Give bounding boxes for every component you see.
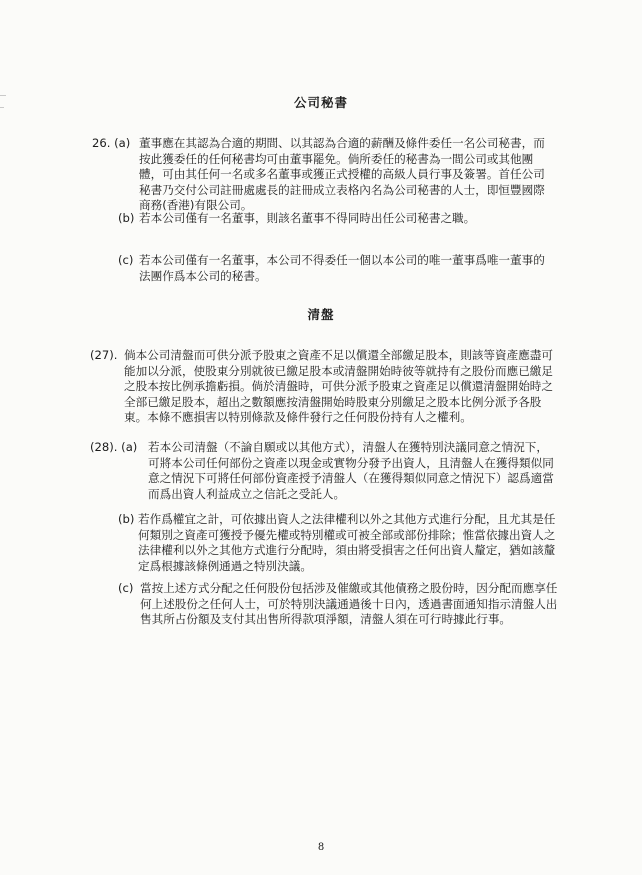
clause-26b-label: (b): [118, 211, 135, 225]
clause-26c-text: 若本公司僅有一名董事，本公司不得委任一個以本公司的唯一董事爲唯一董事的法團作爲本公司的秘書。: [139, 253, 545, 283]
clause-27-label: (27).: [90, 348, 118, 362]
clause-26a-text: 董事應在其認為合適的期間、以其認為合適的薪酬及條件委任一名公司秘書，而按此獲委任的任何秘書均可由董事罷免。倘所委任的秘書為一間公司或其他團體，可由其任何一名或多名董事或獲正式授權的高級人員行事及簽署。首任公司秘書乃交付公司註冊處處長的註冊成立表格內名為公司秘書的人士，即恒豐國際商務(香港)有限公司。: [139, 136, 545, 213]
clause-26b-text: 若本公司僅有一名董事，則該名董事不得同時出任公司秘書之職。: [139, 211, 476, 225]
clause-26c-label: (c): [118, 253, 134, 267]
section-heading-company-secretary: 公司秘書: [293, 95, 348, 110]
page-number: 8: [317, 842, 325, 853]
clause-28a-label: (28). (a): [90, 440, 138, 454]
clause-27-text: 倘本公司清盤而可供分派予股東之資產不足以償還全部繳足股本，則該等資產應盡可能加以分派，使股東分別就彼已繳足股本或清盤開始時彼等就持有之股份而應已繳足之股本按比例承擔虧損。倘於清盤時，可供分派予股東之資產足以償還清盤開始時之全部已繳足股本，超出之數額應按清盤開始時股東分別繳足之股本比例分派予各股東。本條不應損害以特別條款及條件發行之任何股份持有人之權利。: [124, 348, 553, 425]
clause-28b-text: 若作爲權宜之計，可依據出資人之法律權利以外之其他方式進行分配，且尤其是任何類別之資產可獲授予優先權或特別權或可被全部或部份排除；惟當依據出資人之法律權利以外之其他方式進行分配時，須由將受損害之任何出資人釐定，猶如該釐定爲根據該條例通過之特別決議。: [138, 512, 556, 573]
clause-28a-text: 若本公司清盤（不論自願或以其他方式），清盤人在獲特別決議同意之情況下，可將本公司任何部份之資產以現金或實物分發予出資人，且清盤人在獲得類似同意之情況下可將任何部份資產授予清盤人（在獲得類似同意之情況下）認爲適當而爲出資人利益成立之信託之受託人。: [148, 440, 554, 501]
clause-28b-label: (b): [118, 512, 135, 526]
clause-28c-label: (c): [118, 581, 134, 595]
clause-28c-text: 當按上述方式分配之任何股份包括涉及催繳或其他債務之股份時，因分配而應享任何上述股份之任何人士，可於特別決議通過後十日內，透過書面通知指示清盤人出售其所占份額及支付其出售所得款項淨額，清盤人須在可行時據此行事。: [140, 581, 558, 627]
clause-26a-label: 26. (a): [92, 136, 131, 150]
section-heading-winding-up: 清盤: [307, 307, 335, 322]
